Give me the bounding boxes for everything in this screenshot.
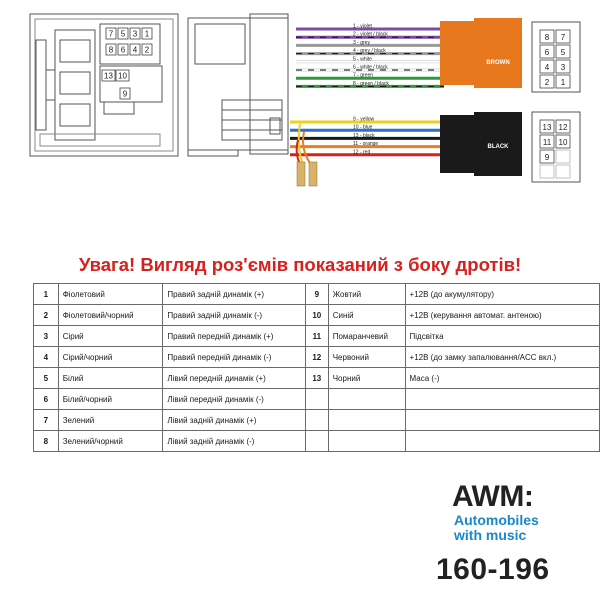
pin-function: Лівий задній динамік (+): [163, 410, 306, 431]
wire-label: 9 - yellow: [353, 116, 375, 123]
black-housing: [440, 115, 478, 173]
wiring-diagram: [0, 0, 600, 200]
wire-color: Білий/чорний: [58, 389, 163, 410]
wire-label: 6 - white / black: [353, 64, 388, 71]
pin-number: 13: [305, 368, 328, 389]
wire-label: 5 - white: [353, 56, 372, 63]
table-row: [34, 368, 600, 389]
pin-function: +12В (до акумулятору): [405, 284, 599, 305]
pin-number: [305, 389, 328, 410]
wire-label: 4 - grey / black: [353, 48, 386, 55]
brown-pin-diagram: [532, 22, 580, 92]
pin-number: 2: [544, 78, 550, 87]
wire-label: 12 - red: [353, 149, 371, 156]
wire-color: Зелений/чорний: [58, 431, 163, 452]
pin-number: 10: [558, 138, 568, 147]
pin-function: Правий передній динамік (+): [163, 326, 306, 347]
pin-function: [405, 389, 599, 410]
svg-text:AWM:: AWM:: [452, 480, 534, 512]
wire: [296, 73, 444, 79]
wire-color: Фіолетовий: [58, 284, 163, 305]
wire-label: 7 - green: [353, 72, 374, 79]
wire: [290, 125, 444, 131]
table-row: [34, 347, 600, 368]
wire-label: 3 - grey: [353, 39, 370, 46]
pin-number: 6: [544, 48, 550, 57]
brown-connector-block: [474, 18, 522, 88]
wire-color: Сірий: [58, 326, 163, 347]
pin-number: 4: [132, 45, 138, 55]
bracket-drawing: [188, 14, 288, 156]
wire-color: Чорний: [328, 368, 405, 389]
brown-connector-wires: [296, 24, 444, 87]
pin-function: +12В (керування автомат. антеною): [405, 305, 599, 326]
wire: [296, 40, 444, 46]
pin-number: 1: [34, 284, 59, 305]
pin-function: Лівий передній динамік (-): [163, 389, 306, 410]
wire: [296, 56, 444, 62]
wire-color: [328, 410, 405, 431]
pin-number: 9: [544, 153, 550, 162]
pin-number: 7: [34, 410, 59, 431]
pin-number: 10: [118, 71, 127, 81]
pin-number: 13: [104, 71, 113, 81]
pin-function: +12В (до замку запалювання/ACC вкл.): [405, 347, 599, 368]
wire-label: 1 - violet: [353, 23, 372, 30]
pin-number: 1: [560, 78, 566, 87]
wire-color: [328, 431, 405, 452]
wire-label: 8 - green / black: [353, 80, 389, 87]
pin-function: [405, 431, 599, 452]
pin-number: 12: [558, 123, 568, 132]
tagline-line-2: with music: [454, 527, 527, 543]
wire-color: Червоний: [328, 347, 405, 368]
pin-number: 2: [144, 45, 150, 55]
wire: [296, 24, 444, 30]
wire: [296, 48, 444, 54]
brown-housing: [440, 21, 478, 85]
pin-number: [305, 431, 328, 452]
table-row: [34, 284, 600, 305]
wire: [290, 133, 444, 139]
wire-color: Сірий/чорний: [58, 347, 163, 368]
pin-number: 3: [132, 29, 138, 39]
pin-number: [305, 410, 328, 431]
brown-block-label: BROWN: [486, 60, 510, 66]
wire-label: 11 - orange: [353, 141, 379, 148]
wire-color: [328, 389, 405, 410]
table-row: [34, 326, 600, 347]
wire-color: Зелений: [58, 410, 163, 431]
pin-function: Підсвітка: [405, 326, 599, 347]
table-row: [34, 389, 600, 410]
black-connector-wires: [290, 117, 444, 156]
pin-function: Правий задній динамік (+): [163, 284, 306, 305]
pin-function: Лівий задній динамік (-): [163, 431, 306, 452]
pin-number: 5: [120, 29, 126, 39]
wire: [290, 141, 444, 147]
pin-number: 1: [144, 29, 150, 39]
wire-color: Синій: [328, 305, 405, 326]
pin-number: 13: [542, 123, 552, 132]
pin-number: 3: [34, 326, 59, 347]
brand-tagline: [454, 513, 594, 543]
pin-function: Маса (-): [405, 368, 599, 389]
pin-function: Правий передній динамік (-): [163, 347, 306, 368]
wire: [290, 149, 444, 155]
model-number: 160-196: [436, 553, 550, 586]
wire: [296, 65, 444, 71]
pin-number: 7: [560, 33, 566, 42]
black-block-label: BLACK: [487, 144, 509, 150]
wire-color: Білий: [58, 368, 163, 389]
pinout-table: [33, 283, 600, 452]
pin-number: 3: [560, 63, 566, 72]
warning-text: Увага! Вигляд роз'ємів показаний з боку дротів!: [78, 254, 522, 275]
pin-number: 9: [305, 284, 328, 305]
table-row: [34, 410, 600, 431]
wire: [296, 81, 444, 87]
wire-label: 2 - violet / black: [353, 31, 388, 38]
pin-number: 4: [544, 63, 550, 72]
pin-function: Лівий передній динамік (+): [163, 368, 306, 389]
wire: [290, 117, 444, 123]
car-connector-drawing: [30, 14, 178, 156]
pin-number: 5: [34, 368, 59, 389]
pin-function: Правий задній динамік (-): [163, 305, 306, 326]
pin-number: 7: [108, 29, 114, 39]
wire-color: Помаранчевий: [328, 326, 405, 347]
wire-label: 10 - blue: [353, 124, 373, 131]
pin-number: 6: [34, 389, 59, 410]
wire-label: 13 - black: [353, 132, 375, 139]
pin-function: [405, 410, 599, 431]
pin-number: 4: [34, 347, 59, 368]
pin-number: 9: [122, 89, 128, 99]
pin-number: 5: [560, 48, 566, 57]
tagline-line-1: Automobiles: [454, 512, 539, 528]
wire-color: Фіолетовий/чорний: [58, 305, 163, 326]
awm-logo: [452, 478, 572, 512]
pin-number: 2: [34, 305, 59, 326]
wire: [296, 32, 444, 38]
pin-number: 8: [108, 45, 114, 55]
pin-number: 6: [120, 45, 126, 55]
pin-number: 8: [34, 431, 59, 452]
pin-number: 11: [542, 138, 552, 147]
pin-number: 12: [305, 347, 328, 368]
black-pin-diagram: [532, 112, 580, 182]
pin-number: 8: [544, 33, 550, 42]
wire-color: Жовтий: [328, 284, 405, 305]
table-row: [34, 431, 600, 452]
pin-number: 10: [305, 305, 328, 326]
table-row: [34, 305, 600, 326]
pin-number: 11: [305, 326, 328, 347]
